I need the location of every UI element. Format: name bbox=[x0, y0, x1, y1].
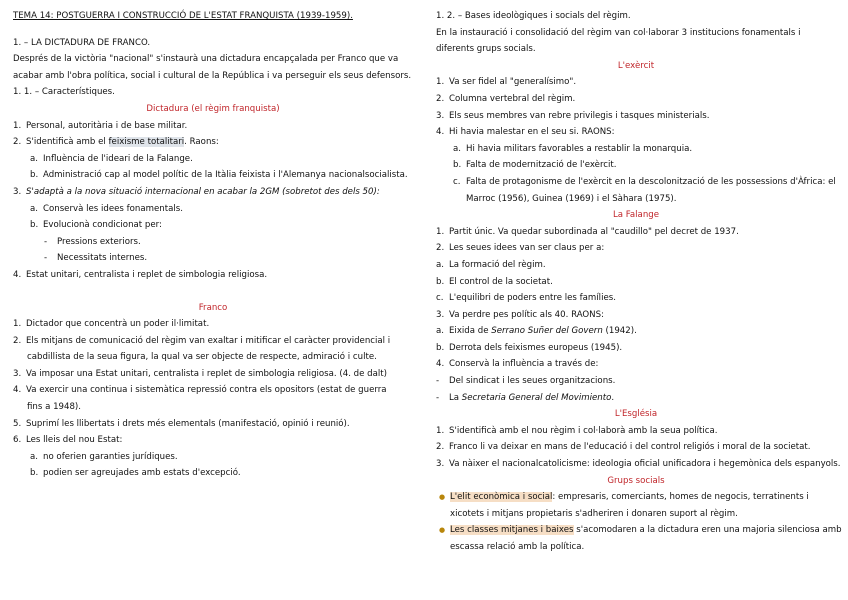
heading-dictadura: 1. – LA DICTADURA DE FRANCO. bbox=[13, 37, 151, 48]
section-title-exercit: L'exèrcit bbox=[617, 60, 655, 71]
list-item: L'equilibri de poders entre les famílies. bbox=[449, 293, 616, 304]
list-item: Falta de modernització de l'exèrcit. bbox=[466, 160, 617, 171]
list-item: Partit únic. Va quedar subordinada al "caudillo" pel decret de 1937. bbox=[449, 226, 739, 237]
list-item: Derrota dels feixismes europeus (1945). bbox=[449, 342, 623, 353]
list-item: Suprimí les llibertats i drets més elementals (manifestació, opinió i reunió). bbox=[26, 418, 350, 429]
list-item: Va ser fidel al "generalísimo". bbox=[449, 77, 577, 88]
section-title-esglesia: L'Església bbox=[614, 409, 658, 420]
section-title-dictadura: Dictadura (el règim franquista) bbox=[146, 103, 280, 114]
list-item-text: S'identificà amb el bbox=[26, 137, 106, 148]
list-item: Influència de l'ideari de la Falange. bbox=[43, 153, 193, 164]
list-item: no oferien garanties jurídiques. bbox=[43, 451, 178, 462]
list-item-italic: Serrano Suñer del Govern bbox=[491, 326, 603, 337]
list-item: Els mitjans de comunicació del règim van exaltar i mitificar el caràcter providencial i bbox=[26, 335, 391, 346]
section-title-grups: Grups socials bbox=[607, 475, 665, 486]
list-item-cont: Marroc (1956), Guinea (1969) i el Sàhara (1975). bbox=[466, 193, 677, 204]
paragraph-line: Després de la victòria "nacional" s'instaurà una dictadura encapçalada per Franco que va bbox=[13, 54, 399, 65]
list-item: Va exercir una continua i sistemàtica repressió contra els opositors (estat de guerra bbox=[26, 385, 387, 396]
highlight-classes: Les classes mitjanes i baixes bbox=[450, 525, 574, 536]
list-item: Les lleis del nou Estat: bbox=[26, 435, 123, 446]
bullet-item bbox=[436, 489, 836, 506]
bullet-item bbox=[436, 522, 842, 539]
list-item: Falta de protagonisme de l'exèrcit en la descolonització de les possessions d'Àfrica: el bbox=[466, 176, 836, 187]
list-item: Franco li va deixar en mans de l'educació i del control religiós i moral de la societat. bbox=[449, 442, 811, 453]
paragraph-line: En la instauració i consolidació del règim van col·laborar 3 institucions fonamentals i bbox=[436, 27, 801, 38]
list-item-cont: cabdillista de la seua figura, la qual va ser objecte de respecte, admiració i culte. bbox=[27, 352, 377, 363]
list-item: Del sindicat i les seues organitzacions. bbox=[449, 376, 616, 387]
list-item: Necessitats internes. bbox=[57, 253, 148, 264]
highlight-elit: L'elit econòmica i social bbox=[450, 492, 553, 503]
section-title-franco: Franco bbox=[198, 302, 228, 313]
right-column: 1. 2. – Bases ideològiques i socials del règim. En la instauració i consolidació del règim van col·laborar 3 institucions fonamentals i diferents grups socials. L'exèrcit 1. Va ser fidel al "generalísimo". 2. Columna vertebral del règim. 3. Els seus membres van rebre privilegis i tasques ministerials. 4. Hi havia malestar en el seu si. RAONS: a. Hi havia militars favorables a restablir la monarquia. b. Falta de modernització de l'exèrcit. c. Falta de protagonisme de l'exèrcit en la descolonització de les possessions d'Àfrica: el Marroc (1956), Guinea (1969) i el Sàhara (1975). La Falange 1. Partit únic. Va quedar subordinada al "caudillo" pel decret de 1937. 2. Les seues idees van ser claus per a: a. La formació del règim. b. El control de la societat. c. L'equilibri de poders entre les famílies. 3. Va perdre pes polític als 40. RAONS: a. Eixida de Serrano Suñer del Govern (1942). b. Derrota dels feixismes europeus (1945). 4. Conservà la influència a través de: - Del sindicat i les seues organitzacions. - La Secretaria General del Movimiento. L'Església 1. S'identificà amb el nou règim i col·laborà amb la seua política. 2. Franco li va deixar en mans de l'educació i del control religiós i moral de la societat. 3. Va nàixer el nacionalcatolicisme: ideologia oficial unificadora i hegemònica dels espanyols. Grups socials ● L'elit econòmica i social: empresaris, comerciants, homes de negocis, terratinents i xicotets i mitjans propietaris s'adheriren i donaren suport al règim. ● Les classes mitjanes i baixes s'acomodaren a la dictadura eren una majoria silenciosa amb escassa relació amb la política. bbox=[436, 8, 836, 556]
list-item: Hi havia militars favorables a restablir la monarquia. bbox=[466, 143, 693, 154]
list-item-text: : empresaris, comerciants, homes de negocis, terratinents i bbox=[552, 492, 809, 503]
list-item: Els seus membres van rebre privilegis i tasques ministerials. bbox=[449, 110, 710, 121]
list-item: S'identificà amb el nou règim i col·laborà amb la seua política. bbox=[449, 425, 718, 436]
list-item: Columna vertebral del règim. bbox=[449, 93, 576, 104]
list-item: Va imposar una Estat unitari, centralista i replet de simbologia religiosa. (4. de dalt) bbox=[26, 368, 387, 379]
list-item: Va perdre pes polític als 40. RAONS: bbox=[449, 309, 604, 320]
list-item: El control de la societat. bbox=[449, 276, 553, 287]
list-item: Conservà les idees fonamentals. bbox=[43, 203, 183, 214]
list-item-cont: xicotets i mitjans propietaris s'adheriren i donaren suport al règim. bbox=[450, 508, 738, 519]
paragraph-line: acabar amb l'obra política, social i cultural de la República i va perseguir els seus defensors. bbox=[13, 70, 412, 81]
list-item: Va nàixer el nacionalcatolicisme: ideologia oficial unificadora i hegemònica dels espanyols. bbox=[449, 459, 841, 470]
list-item-text: (1942). bbox=[605, 326, 637, 337]
paragraph-line: diferents grups socials. bbox=[436, 44, 536, 55]
list-item: Dictador que concentrà un poder il·limitat. bbox=[26, 319, 210, 330]
list-item-cont: escassa relació amb la política. bbox=[450, 542, 585, 552]
left-column: TEMA 14: POSTGUERRA I CONSTRUCCIÓ DE L'ESTAT FRANQUISTA (1939-1959). 1. – LA DICTADURA DE FRANCO. Després de la victòria "nacional" s'instaurà una dictadura encapçalada per Franco que va acabar amb l'obra política, social i cultural de la República i va perseguir els seus defensors. 1. 1. – Característiques. Dictadura (el règim franquista) 1. Personal, autoritària i de base militar. 2. S'identificà amb el feixisme totalitari. Raons: a. Influència de l'ideari de la Falange. b. Administració cap al model polític de la Itàlia feixista i l'Alemanya nacionalsocialista. 3. S'adaptà a la nova situació internacional en acabar la 2GM (sobretot des dels 50): a. Conservà les idees fonamentals. b. Evolucionà condicionat per: - Pressions exteriors. - Necessitats internes. 4. Estat unitari, centralista i replet de simbologia religiosa. Franco 1. Dictador que concentrà un poder il·limitat. 2. Els mitjans de comunicació del règim van exaltar i mitificar el caràcter providencial i cabdillista de la seua figura, la qual va ser objecte de respecte, admiració i culte. 3. Va imposar una Estat unitari, centralista i replet de simbologia religiosa. (4. de dalt) 4. Va exercir una continua i sistemàtica repressió contra els opositors (estat de guerra fins a 1948). 5. Suprimí les llibertats i drets més elementals (manifestació, opinió i reunió). 6. Les lleis del nou Estat: a. no oferien garanties jurídiques. b. podien ser agreujades amb estats d'excepció. bbox=[13, 8, 413, 482]
list-item-cont: fins a 1948). bbox=[27, 402, 82, 413]
list-item: La formació del règim. bbox=[449, 259, 546, 270]
highlight-feixisme: feixisme totalitari bbox=[108, 137, 185, 148]
subheading-bases: 1. 2. – Bases ideològiques i socials del règim. bbox=[436, 11, 631, 21]
document-title: TEMA 14: POSTGUERRA I CONSTRUCCIÓ DE L'ESTAT FRANQUISTA (1939-1959). bbox=[13, 11, 353, 21]
section-title-falange: La Falange bbox=[612, 210, 660, 221]
list-item: Personal, autoritària i de base militar. bbox=[26, 120, 188, 131]
list-item: Conservà la influència a través de: bbox=[449, 359, 599, 370]
list-item-text: s'acomodaren a la dictadura eren una majoria silenciosa amb bbox=[573, 525, 842, 536]
subheading-caracteristiques: 1. 1. – Característiques. bbox=[13, 87, 115, 98]
list-item: Les seues idees van ser claus per a: bbox=[449, 243, 605, 254]
list-item: Pressions exteriors. bbox=[57, 236, 141, 247]
list-item-text: . Raons: bbox=[184, 137, 219, 148]
list-item-text: . bbox=[611, 392, 615, 403]
list-item: Administració cap al model polític de la Itàlia feixista i l'Alemanya nacionalsocialista. bbox=[43, 170, 408, 181]
list-item-italic: Secretaria General del Movimiento bbox=[461, 392, 612, 403]
list-item: Hi havia malestar en el seu si. RAONS: bbox=[449, 127, 615, 138]
list-item: Estat unitari, centralista i replet de simbologia religiosa. bbox=[26, 269, 268, 280]
list-item: S'adaptà a la nova situació internacional en acabar la 2GM (sobretot des dels 50): bbox=[26, 186, 380, 197]
list-item-text: Eixida de bbox=[449, 326, 489, 337]
list-item: Evolucionà condicionat per: bbox=[43, 220, 162, 231]
list-item-text: La bbox=[449, 392, 460, 403]
list-item: podien ser agreujades amb estats d'excepció. bbox=[43, 468, 241, 479]
